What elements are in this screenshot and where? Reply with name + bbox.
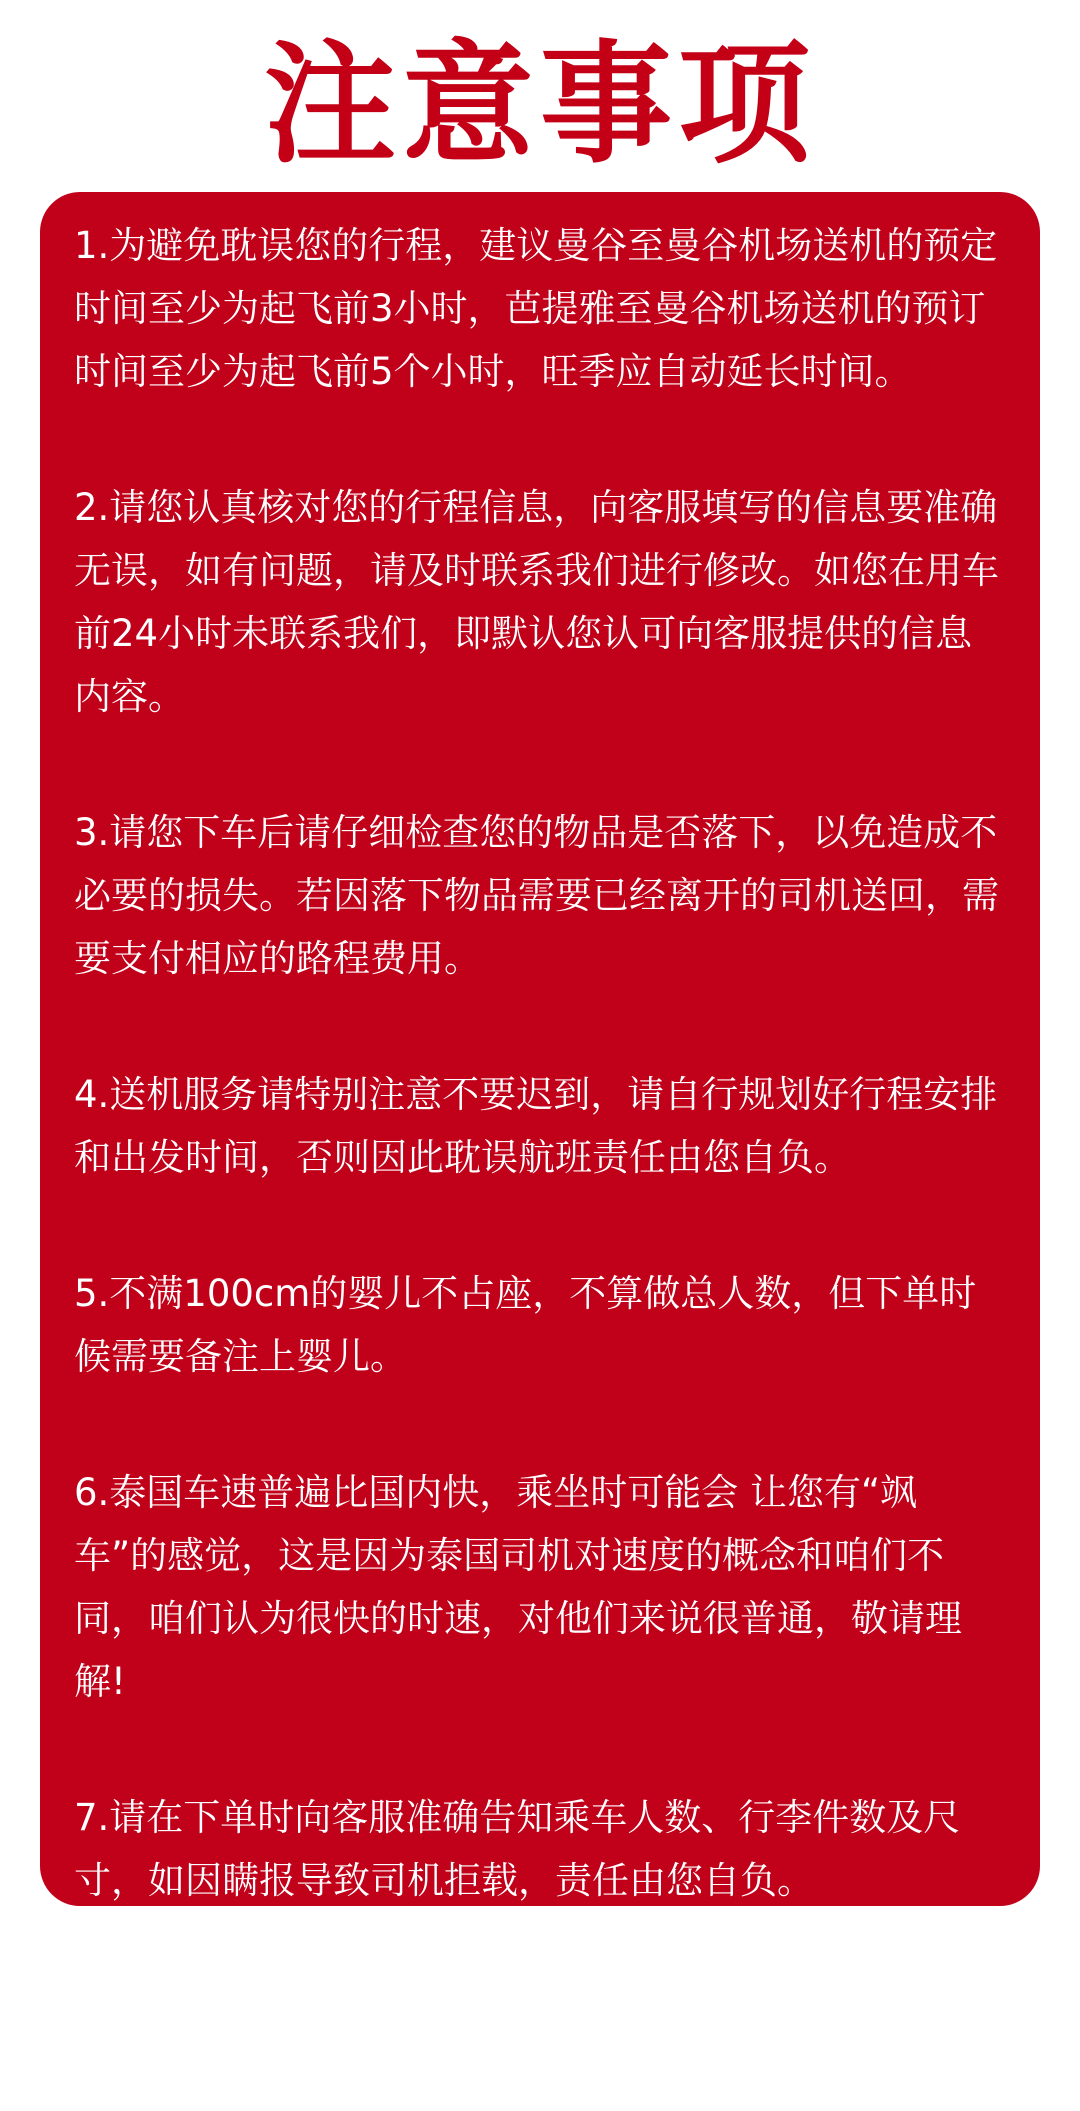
page-title: 注意事项 [264,28,816,182]
notice-item-2: 2.请您认真核对您的行程信息，向客服填写的信息要准确无误，如有问题，请及时联系我们进行修改。如您在用车前24小时未联系我们，即默认您认可向客服提供的信息内容。 [74,486,999,718]
notice-item-1: 1.为避免耽误您的行程，建议曼谷至曼谷机场送机的预定时间至少为起飞前3小时，芭提雅至曼谷机场送机的预订时间至少为起飞前5个小时，旺季应自动延长时间。 [74,224,998,393]
notice-item-7: 7.请在下单时向客服准确告知乘车人数、行李件数及尺寸，如因瞒报导致司机拒载，责任由您自负。 [74,1796,961,1902]
notice-item-5: 5.不满100cm的婴儿不占座，不算做总人数，但下单时候需要备注上婴儿。 [74,1272,977,1378]
notice-item-3: 3.请您下车后请仔细检查您的物品是否落下，以免造成不必要的损失。若因落下物品需要已经离开的司机送回，需要支付相应的路程费用。 [74,811,999,980]
notice-item-6: 6.泰国车速普遍比国内快，乘坐时可能会 让您有“飒车”的感觉，这是因为泰国司机对速度的概念和咱们不同，咱们认为很快的时速，对他们来说很普通，敬请理解! [74,1471,962,1703]
notice-item-4: 4.送机服务请特别注意不要迟到，请自行规划好行程安排和出发时间，否则因此耽误航班责任由您自负。 [74,1073,998,1179]
notice-card [40,192,1040,2101]
notice-item-8: 8.泰国是世界旅游圣地，机场客流量很大，司机在停车场有时会遇到堵车的情况，请您理解。 [74,1995,998,2101]
